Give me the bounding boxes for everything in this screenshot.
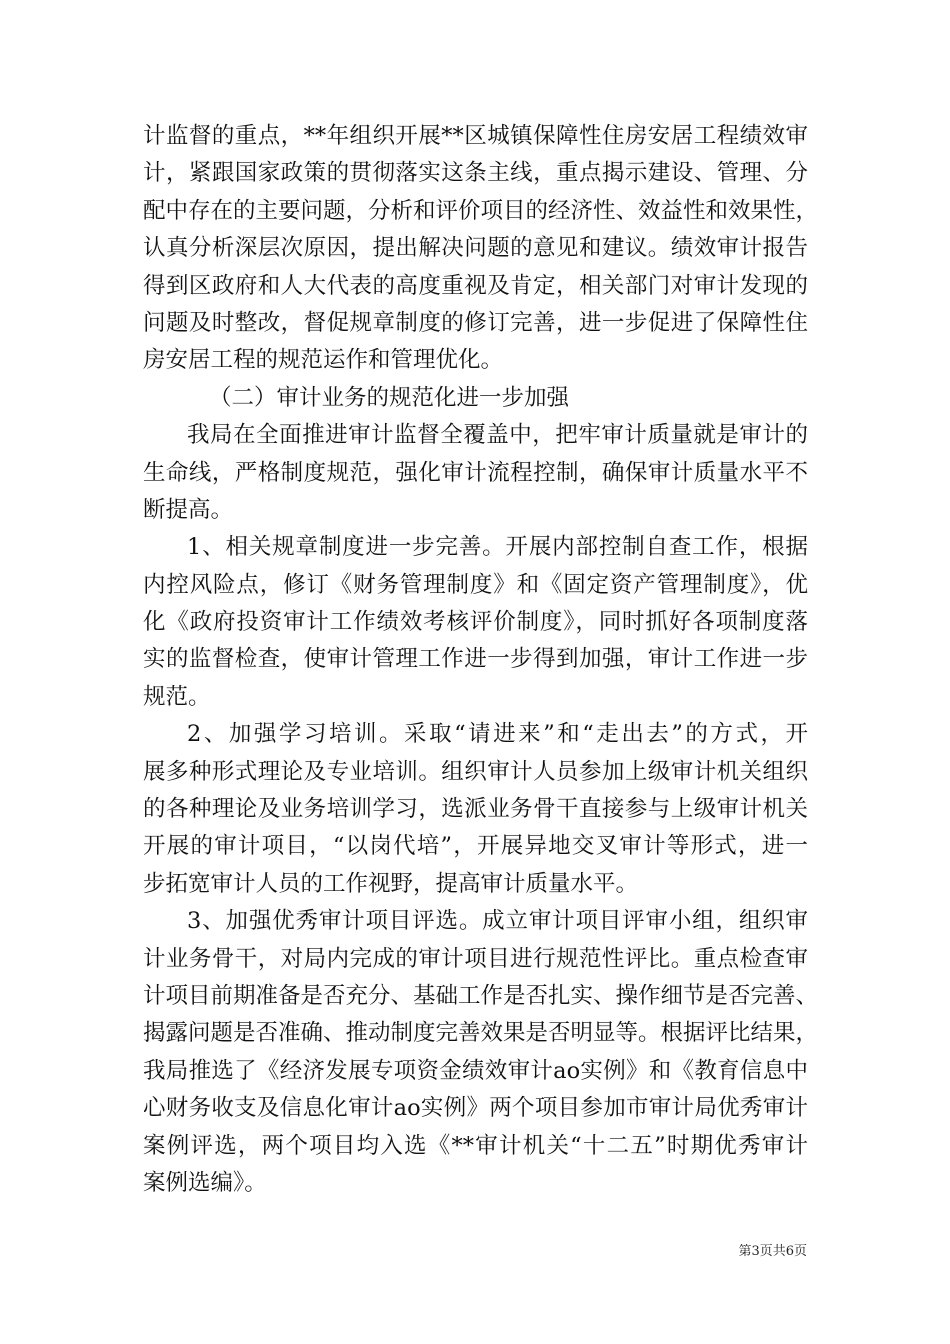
- text-line: 我局在全面推进审计监督全覆盖中，把牢审计质量就是审计的: [187, 422, 808, 449]
- text-line: 的各种理论及业务培训学习，选派业务骨干直接参与上级审计机关: [143, 796, 808, 823]
- text-line: 内控风险点，修订《财务管理制度》和《固定资产管理制度》，优: [143, 571, 808, 598]
- text-line: 步拓宽审计人员的工作视野，提高审计质量水平。: [143, 870, 639, 897]
- text-line: 配中存在的主要问题，分析和评价项目的经济性、效益性和效果性，: [143, 197, 819, 224]
- text-line: 认真分析深层次原因，提出解决问题的意见和建议。绩效审计报告: [143, 235, 808, 262]
- text-line: 断提高。: [143, 496, 234, 523]
- text-line: 计项目前期准备是否充分、基础工作是否扎实、操作细节是否完善、: [143, 982, 819, 1009]
- text-line: 2、加强学习培训。采取“请进来”和“走出去”的方式，开: [187, 721, 808, 748]
- text-line: 计监督的重点，**年组织开展**区城镇保障性住房安居工程绩效审: [143, 123, 808, 149]
- text-line: 案例评选，两个项目均入选《**审计机关“十二五”时期优秀审计: [143, 1132, 808, 1159]
- text-line: 计，紧跟国家政策的贯彻落实这条主线，重点揭示建设、管理、分: [143, 160, 808, 187]
- text-line: 规范。: [143, 683, 211, 710]
- text-line: 生命线，严格制度规范，强化审计流程控制，确保审计质量水平不: [143, 459, 808, 486]
- text-line: 房安居工程的规范运作和管理优化。: [143, 347, 504, 374]
- text-line: 实的监督检查，使审计管理工作进一步得到加强，审计工作进一步: [143, 646, 808, 673]
- text-line: 揭露问题是否准确、推动制度完善效果是否明显等。根据评比结果，: [143, 1020, 819, 1047]
- page-number-footer: 第3页共6页: [738, 1244, 807, 1259]
- text-line: 1、相关规章制度进一步完善。开展内部控制自查工作，根据: [187, 534, 808, 561]
- document-body: [143, 118, 819, 1202]
- text-line: 化《政府投资审计工作绩效考核评价制度》，同时抓好各项制度落: [143, 609, 808, 636]
- text-line: 案例选编》。: [143, 1169, 267, 1196]
- text-line: （二）审计业务的规范化进一步加强: [209, 384, 570, 411]
- text-line: 问题及时整改，督促规章制度的修订完善，进一步促进了保障性住: [143, 309, 808, 336]
- text-line: 心财务收支及信息化审计ao实例》两个项目参加市审计局优秀审计: [143, 1095, 808, 1122]
- text-line: 我局推选了《经济发展专项资金绩效审计ao实例》和《教育信息中: [143, 1057, 808, 1084]
- text-line: 计业务骨干，对局内完成的审计项目进行规范性评比。重点检查审: [143, 945, 808, 972]
- text-line: 开展的审计项目，“以岗代培”，开展异地交叉审计等形式，进一: [143, 833, 808, 860]
- text-line: 得到区政府和人大代表的高度重视及肯定，相关部门对审计发现的: [143, 272, 808, 299]
- text-line: 3、加强优秀审计项目评选。成立审计项目评审小组，组织审: [187, 908, 808, 935]
- text-line: 展多种形式理论及专业培训。组织审计人员参加上级审计机关组织: [143, 758, 808, 785]
